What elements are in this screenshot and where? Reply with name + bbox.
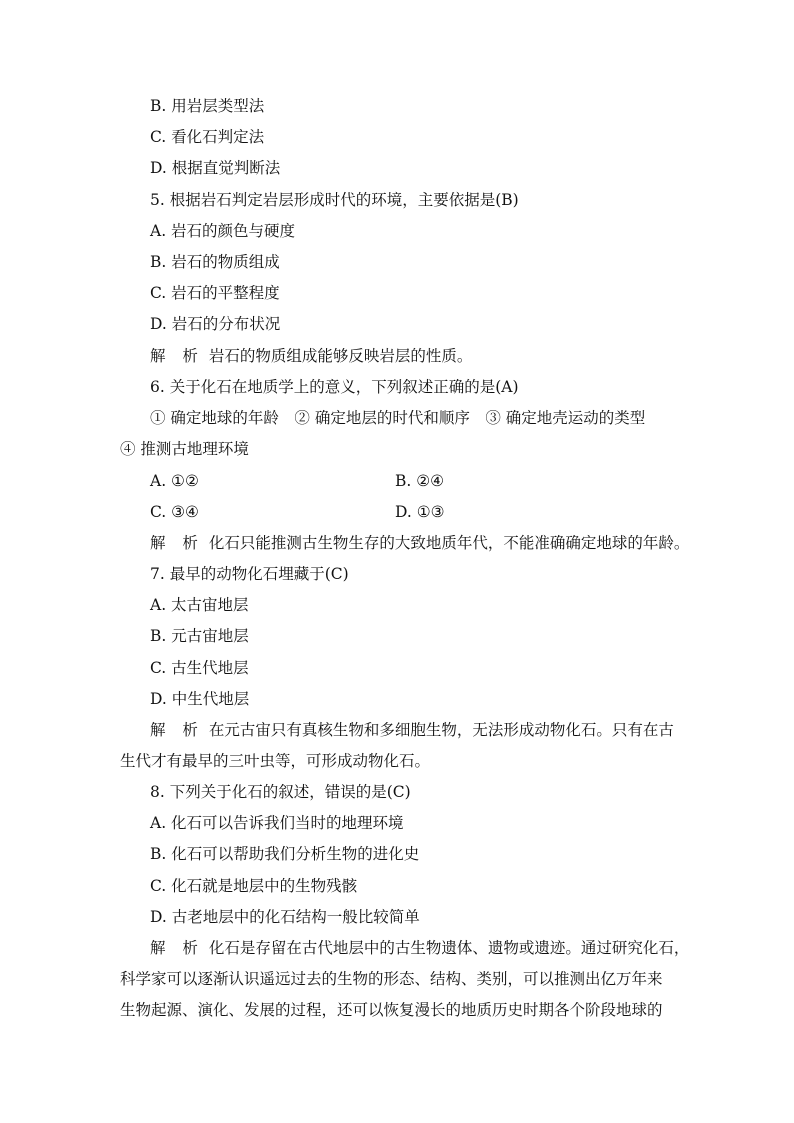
q5-option-d: D. 岩石的分布状况 bbox=[150, 315, 281, 333]
q6-option-d: D. ①③ bbox=[395, 503, 445, 521]
q6-option-b: B. ②④ bbox=[395, 472, 445, 490]
q6-items-line-1: ① 确定地球的年龄 ② 确定地层的时代和顺序 ③ 确定地壳运动的类型 bbox=[150, 409, 646, 427]
q8-option-b: B. 化石可以帮助我们分析生物的进化史 bbox=[150, 845, 420, 863]
q7-analysis-cont: 生代才有最早的三叶虫等，可形成动物化石。 bbox=[120, 752, 431, 770]
q7-option-d: D. 中生代地层 bbox=[150, 690, 250, 708]
q7-analysis bbox=[150, 719, 674, 741]
q7-option-a: A. 太古宙地层 bbox=[150, 596, 249, 614]
q7-stem: 7. 最早的动物化石埋藏于(C) bbox=[150, 565, 349, 583]
analysis-label: 解 析 bbox=[150, 721, 204, 739]
q4-option-b: B. 用岩层类型法 bbox=[150, 97, 265, 115]
analysis-label: 解 析 bbox=[150, 347, 204, 365]
q6-items-line-2: ④ 推测古地理环境 bbox=[120, 440, 249, 458]
q8-option-a: A. 化石可以告诉我们当时的地理环境 bbox=[150, 814, 404, 832]
q8-option-c: C. 化石就是地层中的生物残骸 bbox=[150, 877, 358, 895]
q6-option-c: C. ③④ bbox=[150, 503, 199, 521]
q8-option-d: D. 古老地层中的化石结构一般比较简单 bbox=[150, 908, 420, 926]
q5-analysis bbox=[150, 345, 472, 367]
q4-option-c: C. 看化石判定法 bbox=[150, 128, 265, 146]
analysis-text: 在元古宙只有真核生物和多细胞生物，无法形成动物化石。只有在古 bbox=[208, 721, 674, 739]
q6-analysis bbox=[150, 532, 689, 554]
analysis-label: 解 析 bbox=[150, 939, 204, 957]
analysis-text: 岩石的物质组成能够反映岩层的性质。 bbox=[208, 347, 473, 365]
q5-option-b: B. 岩石的物质组成 bbox=[150, 253, 280, 271]
q5-stem: 5. 根据岩石判定岩层形成时代的环境，主要依据是(B) bbox=[150, 191, 519, 209]
analysis-label: 解 析 bbox=[150, 534, 204, 552]
q8-stem: 8. 下列关于化石的叙述，错误的是(C) bbox=[150, 783, 411, 801]
analysis-text: 化石只能推测古生物生存的大致地质年代，不能准确确定地球的年龄。 bbox=[208, 534, 690, 552]
q4-option-d: D. 根据直觉判断法 bbox=[150, 159, 281, 177]
q8-analysis bbox=[150, 937, 689, 959]
q7-option-b: B. 元古宙地层 bbox=[150, 627, 249, 645]
q5-option-a: A. 岩石的颜色与硬度 bbox=[150, 222, 296, 240]
q5-option-c: C. 岩石的平整程度 bbox=[150, 284, 280, 302]
q6-option-a: A. ①② bbox=[150, 472, 199, 490]
q6-stem: 6. 关于化石在地质学上的意义，下列叙述正确的是(A) bbox=[150, 378, 519, 396]
q8-analysis-cont-2: 生物起源、演化、发展的过程，还可以恢复漫长的地质历史时期各个阶段地球的 bbox=[120, 1001, 663, 1019]
q8-analysis-cont-1: 科学家可以逐渐认识遥远过去的生物的形态、结构、类别，可以推测出亿万年来 bbox=[120, 970, 663, 988]
analysis-text: 化石是存留在古代地层中的古生物遗体、遗物或遗迹。通过研究化石， bbox=[208, 939, 690, 957]
q7-option-c: C. 古生代地层 bbox=[150, 659, 249, 677]
